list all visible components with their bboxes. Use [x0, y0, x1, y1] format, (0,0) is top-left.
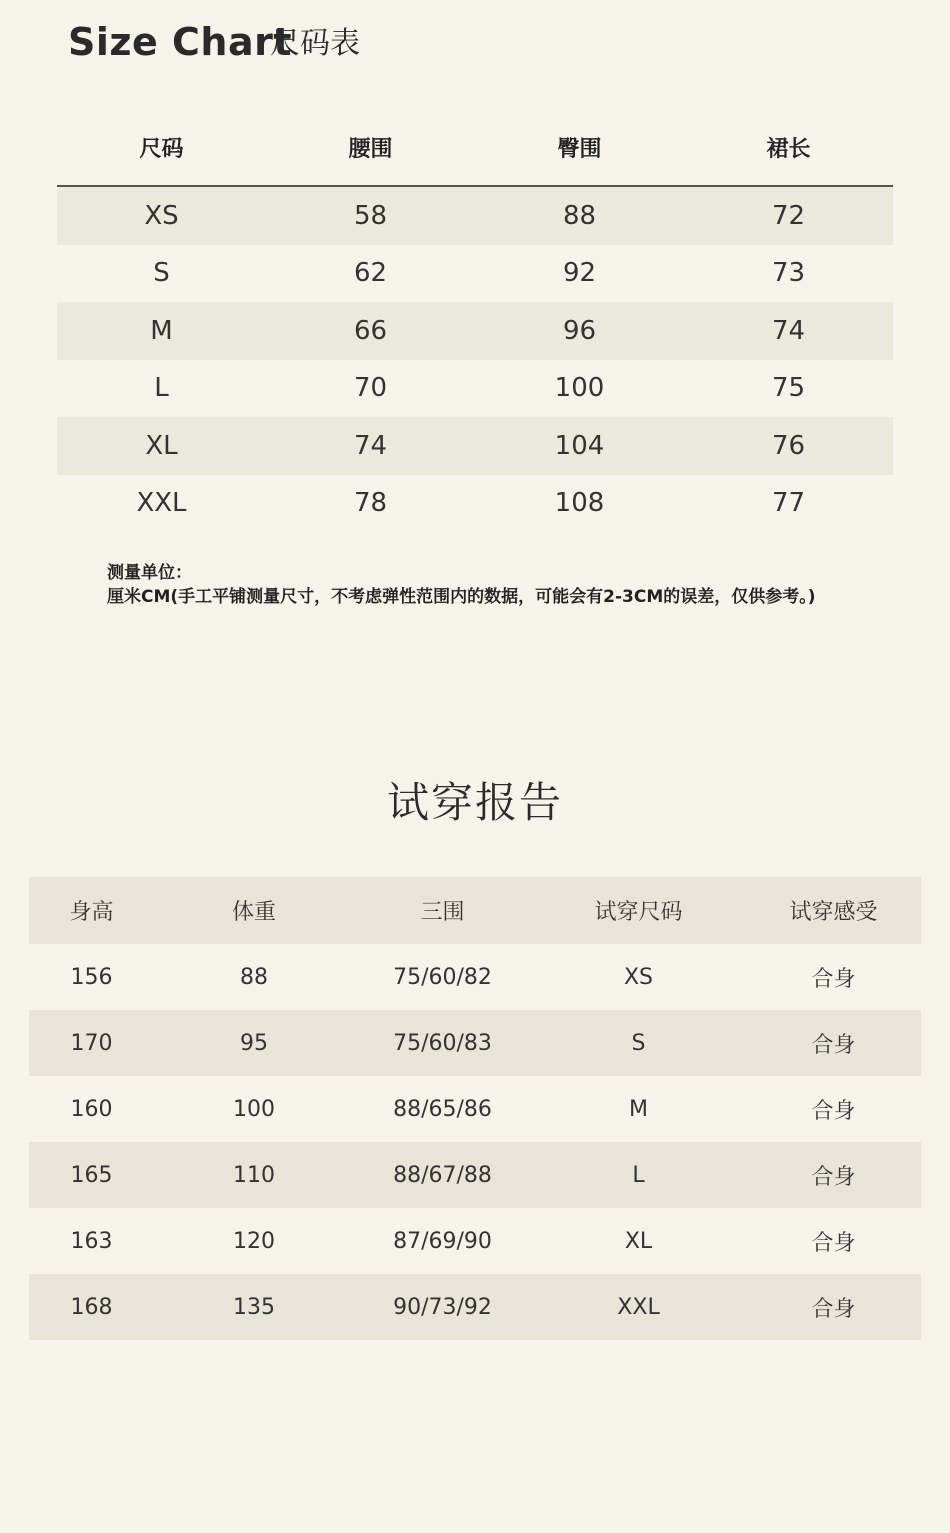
table-row: [57, 302, 893, 360]
table-cell: M: [150, 315, 173, 346]
table-cell: 87/69/90: [393, 1228, 492, 1254]
table-cell: XL: [145, 430, 178, 461]
fit-report-table: [29, 877, 921, 1340]
table-cell: 66: [353, 315, 388, 346]
table-row: [29, 1142, 921, 1208]
table-cell: 58: [353, 200, 388, 231]
table-cell: 168: [70, 1294, 113, 1320]
table-cell: XXL: [136, 488, 187, 519]
table-cell: XS: [623, 964, 654, 990]
table-cell: S: [631, 1030, 646, 1056]
table-cell: 88: [240, 964, 268, 990]
table-cell: 合身: [811, 1296, 856, 1322]
table-row: [29, 1010, 921, 1076]
table-cell: L: [632, 1162, 645, 1188]
column-header: 身高: [69, 900, 114, 925]
column-header: 尺码: [139, 137, 184, 162]
table-cell: 74: [353, 430, 388, 461]
table-cell: 120: [233, 1228, 275, 1254]
table-cell: 100: [554, 373, 605, 404]
table-cell: 75: [771, 373, 806, 404]
table-cell: 110: [233, 1162, 275, 1188]
table-row: [57, 475, 893, 533]
table-cell: 72: [771, 200, 806, 231]
table-cell: 75/60/82: [393, 964, 492, 990]
table-cell: 70: [353, 373, 388, 404]
table-row: [57, 360, 893, 418]
table-cell: 170: [70, 1030, 113, 1056]
table-cell: L: [154, 373, 169, 404]
column-header: 体重: [231, 900, 276, 925]
table-cell: 165: [70, 1162, 113, 1188]
fit-report-header: [29, 877, 921, 944]
table-cell: 合身: [811, 966, 856, 992]
column-header: 试穿尺码: [594, 900, 683, 925]
table-cell: 88/67/88: [393, 1162, 492, 1188]
measurement-note-label: 测量单位：: [107, 563, 192, 583]
table-cell: 76: [771, 430, 806, 461]
table-cell: 90/73/92: [393, 1294, 492, 1320]
table-row: [57, 187, 893, 245]
table-cell: 合身: [811, 1164, 856, 1190]
table-cell: 96: [562, 315, 597, 346]
table-row: [29, 1076, 921, 1142]
table-cell: 95: [240, 1030, 268, 1056]
table-cell: 156: [70, 964, 113, 990]
table-cell: 合身: [811, 1098, 856, 1124]
table-cell: 135: [233, 1294, 275, 1320]
column-header: 试穿感受: [789, 900, 878, 925]
table-row: [29, 1208, 921, 1274]
table-cell: 77: [771, 488, 806, 519]
table-row: [57, 417, 893, 475]
measurement-note-text: 厘米CM(手工平铺测量尺寸，不考虑弹性范围内的数据，可能会有2-3CM的误差，仅供参考。): [107, 587, 816, 607]
column-header: 腰围: [348, 137, 393, 162]
table-cell: 合身: [811, 1230, 856, 1256]
size-chart-table: [57, 110, 893, 532]
page-title: Size Chart: [68, 20, 293, 64]
table-cell: 合身: [811, 1032, 856, 1058]
table-cell: 62: [353, 258, 388, 289]
table-cell: 73: [771, 258, 806, 289]
table-cell: 108: [554, 488, 605, 519]
fit-report-title: 试穿报告: [386, 778, 563, 827]
table-cell: 74: [771, 315, 806, 346]
table-row: [57, 245, 893, 303]
table-cell: 88: [562, 200, 597, 231]
table-cell: 88/65/86: [393, 1096, 492, 1122]
table-cell: 75/60/83: [393, 1030, 492, 1056]
table-cell: XXL: [617, 1294, 660, 1320]
table-cell: XS: [144, 200, 179, 231]
table-cell: 163: [70, 1228, 113, 1254]
table-cell: 104: [554, 430, 605, 461]
table-cell: 160: [70, 1096, 113, 1122]
page-title-zh: 尺码表: [270, 26, 360, 61]
table-cell: M: [629, 1096, 648, 1122]
column-header: 三围: [420, 900, 465, 925]
table-row: [29, 944, 921, 1010]
table-row: [29, 1274, 921, 1340]
table-cell: XL: [624, 1228, 653, 1254]
table-cell: 100: [233, 1096, 275, 1122]
column-header: 臀围: [557, 137, 602, 162]
table-cell: 78: [353, 488, 388, 519]
table-cell: 92: [562, 258, 597, 289]
table-cell: S: [153, 258, 170, 289]
size-chart-header: [57, 110, 893, 187]
measurement-note: [107, 561, 816, 609]
column-header: 裙长: [766, 137, 811, 162]
